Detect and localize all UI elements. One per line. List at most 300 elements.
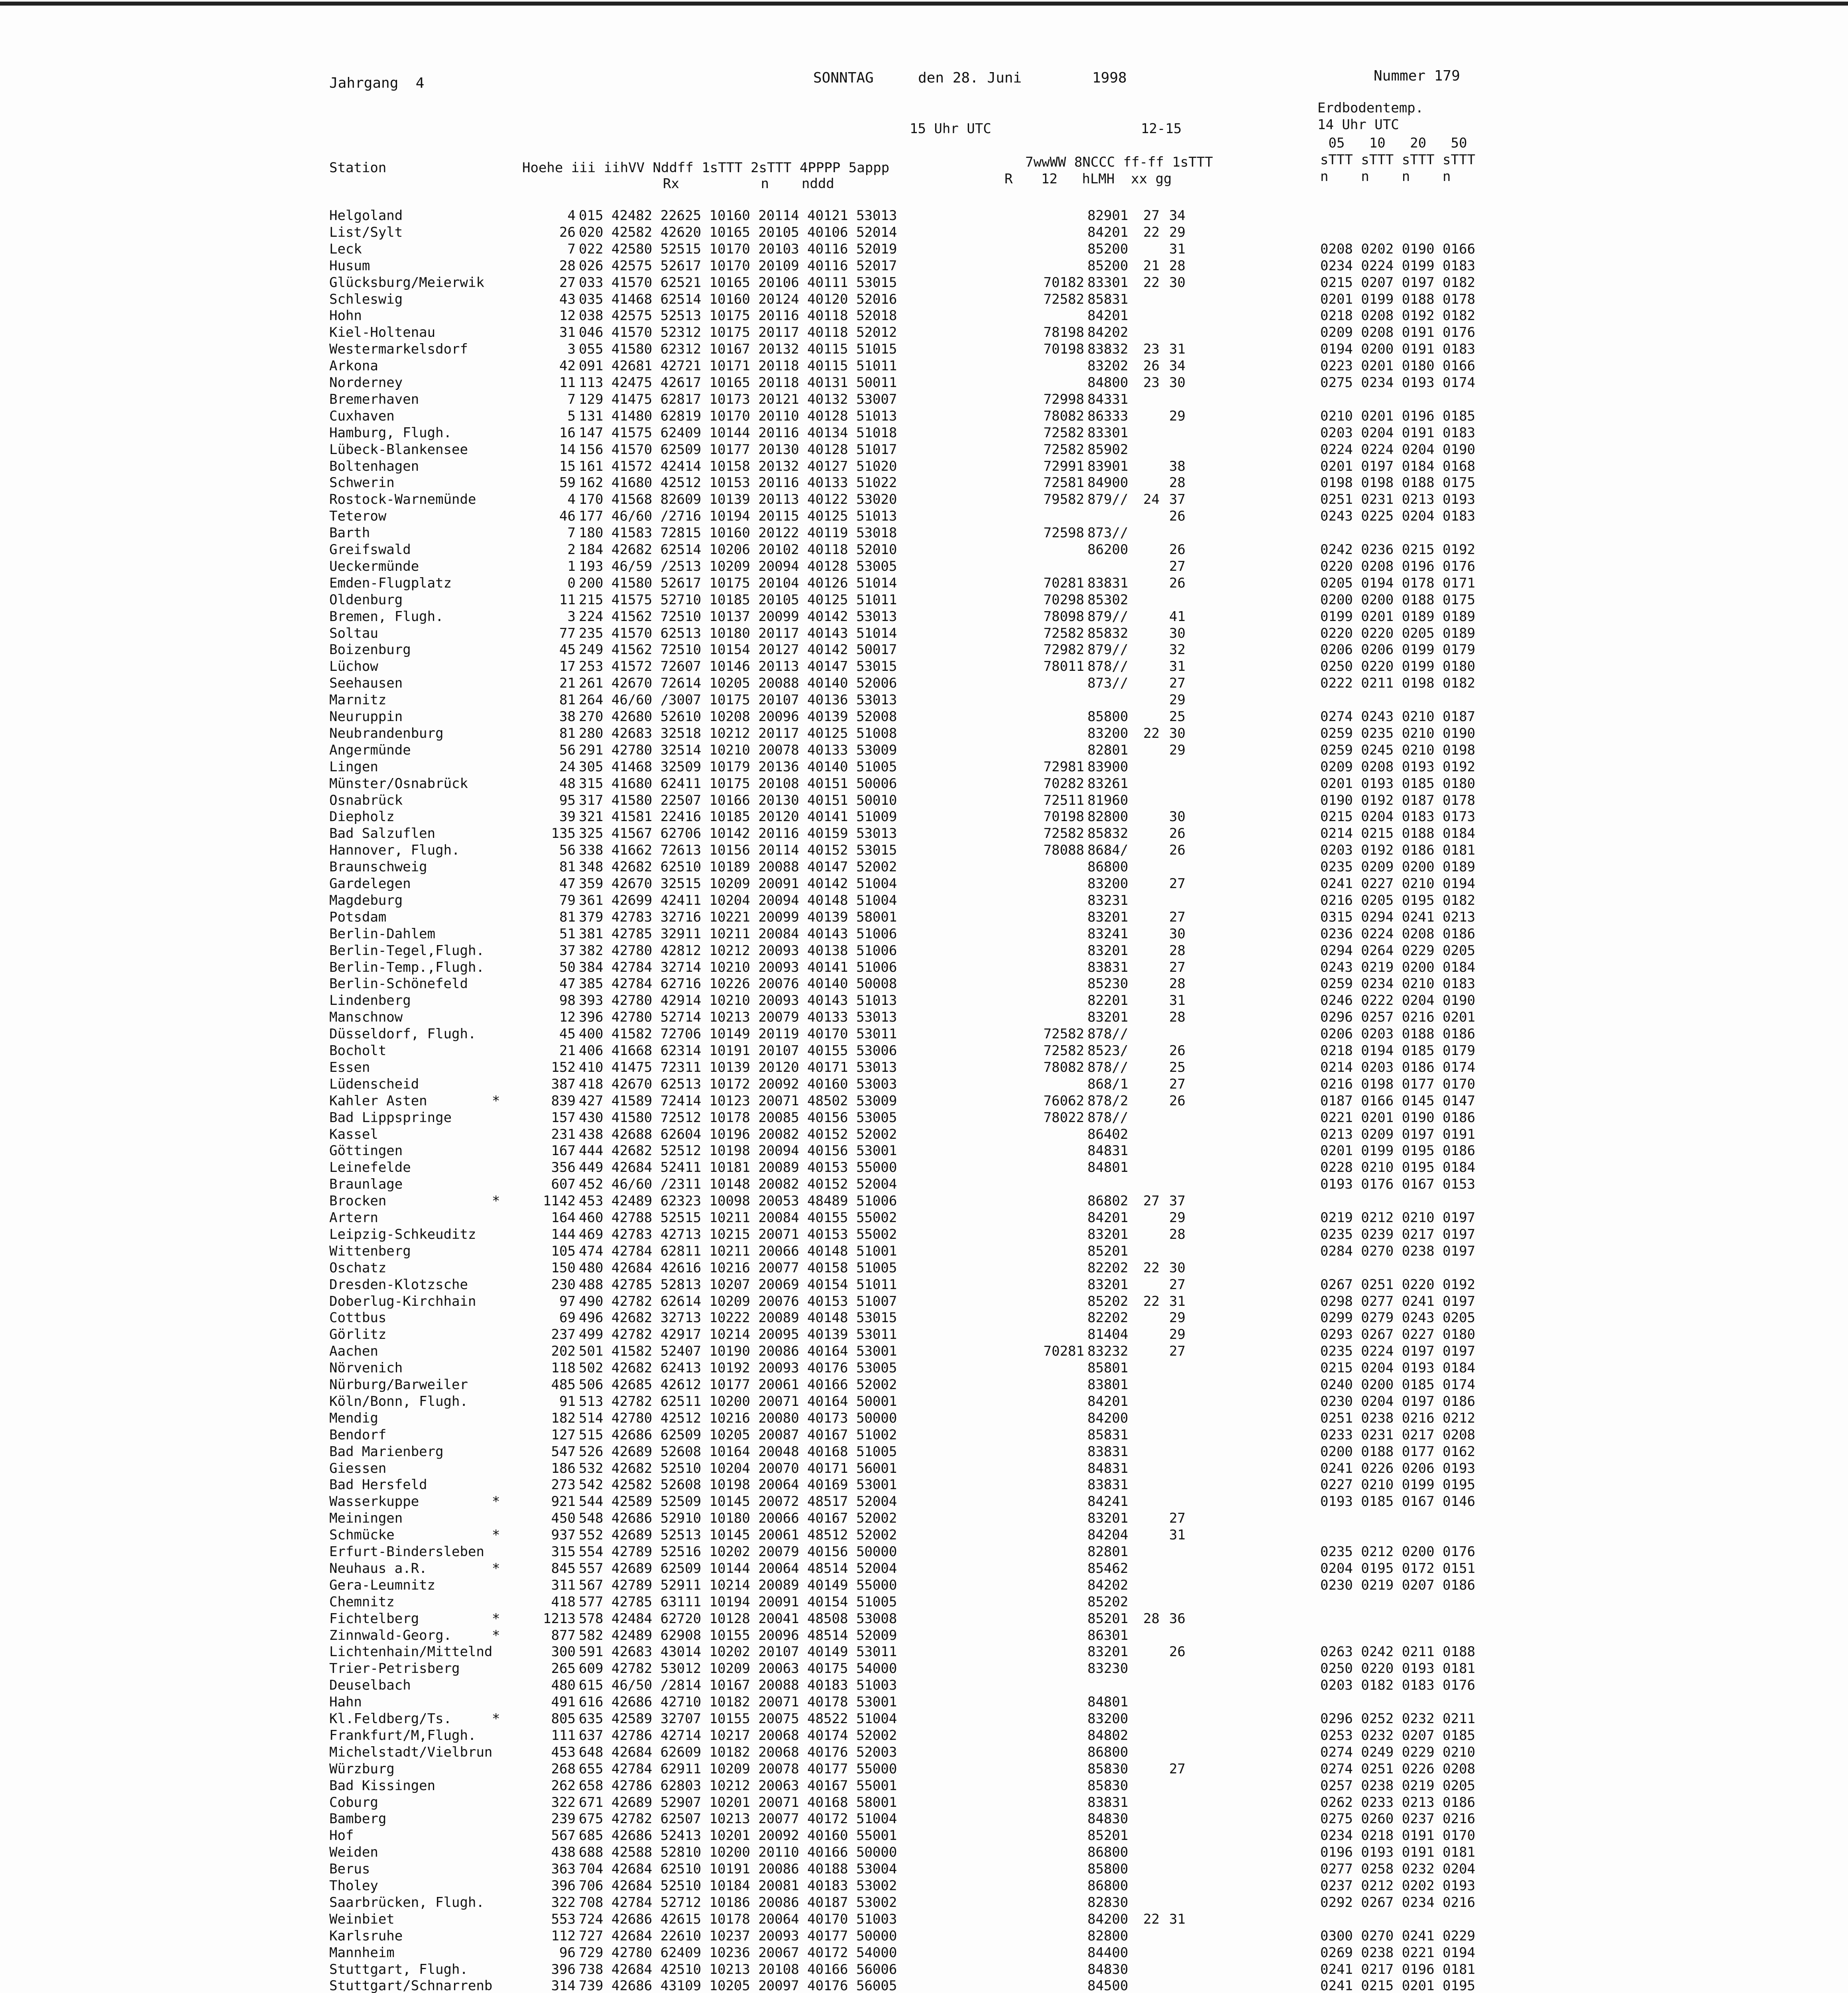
cloud-group: 85201	[1087, 1611, 1128, 1627]
synop-groups: 249 41562 72510 10154 20127 40142 50017	[579, 642, 897, 658]
station-height: 322	[551, 1895, 576, 1910]
weather-group: 72582	[1043, 625, 1084, 641]
cloud-group: 86333	[1087, 408, 1128, 424]
station-height: 1142	[543, 1193, 576, 1209]
station-name: Frankfurt/M,Flugh.	[329, 1728, 476, 1743]
station-height: 47	[559, 976, 576, 992]
station-height: 31	[559, 324, 576, 340]
soil-temperatures: 0259 0234 0210 0183	[1320, 976, 1475, 992]
mountain-marker: *	[492, 1711, 500, 1727]
synop-groups: 729 42780 62409 10236 20067 40172 54000	[579, 1945, 897, 1961]
soil-temperatures: 0219 0212 0210 0197	[1320, 1210, 1475, 1226]
station-name: Berlin-Temp.,Flugh.	[329, 959, 484, 975]
mountain-marker: *	[492, 1494, 500, 1509]
cloud-group: 86800	[1087, 1878, 1128, 1894]
top-border-line	[0, 2, 1848, 6]
weather-group: 70282	[1043, 776, 1084, 792]
station-name: Lüdenscheid	[329, 1076, 419, 1092]
station-name: Lüchow	[329, 658, 378, 674]
cloud-group: 83832	[1087, 341, 1128, 357]
synop-groups: 637 42786 42714 10217 20068 40174 52002	[579, 1728, 897, 1743]
soil-temperatures: 0277 0258 0232 0204	[1320, 1861, 1475, 1877]
station-name: Leipzig-Schkeuditz	[329, 1226, 476, 1242]
cloud-group: 878//	[1087, 658, 1128, 674]
synop-groups: 501 41582 52407 10190 20086 40164 53001	[579, 1343, 897, 1359]
station-height: 4	[567, 491, 576, 507]
station-name: Bocholt	[329, 1043, 387, 1059]
station-height: 150	[551, 1260, 576, 1276]
soil-n-header: n n n n	[1320, 169, 1451, 185]
gust-value: 29	[1169, 692, 1185, 708]
synop-groups: 474 42784 62811 10211 20066 40148 51001	[579, 1243, 897, 1259]
synop-groups: 026 42575 52617 10170 20109 40116 52017	[579, 258, 897, 274]
synop-groups: 033 41570 62521 10165 20106 40111 53015	[579, 275, 897, 291]
cloud-group: 86802	[1087, 1193, 1128, 1209]
station-height: 42	[559, 358, 576, 374]
soil-temperatures: 0275 0260 0237 0216	[1320, 1811, 1475, 1827]
synop-groups: 688 42588 52810 10200 20110 40166 50000	[579, 1844, 897, 1860]
station-name: Münster/Osnabrück	[329, 776, 468, 792]
cloud-group: 83230	[1087, 1661, 1128, 1677]
cloud-group: 85831	[1087, 291, 1128, 307]
station-height: 265	[551, 1661, 576, 1677]
date-label: den 28. Juni	[918, 70, 1022, 86]
gust-max: 22	[1143, 1260, 1160, 1276]
gust-value: 38	[1169, 458, 1185, 474]
cloud-group: 83201	[1087, 1277, 1128, 1293]
synop-groups: 305 41468 32509 10179 20136 40140 51005	[579, 759, 897, 775]
soil-temperatures: 0240 0200 0185 0174	[1320, 1377, 1475, 1393]
gust-value: 28	[1169, 1226, 1185, 1242]
synop-groups: 015 42482 22625 10160 20114 40121 53013	[579, 208, 897, 224]
soil-temperatures: 0204 0195 0172 0151	[1320, 1561, 1475, 1576]
station-name: Doberlug-Kirchhain	[329, 1293, 476, 1309]
station-height: 805	[551, 1711, 576, 1727]
synop-groups: 162 41680 42512 10153 20116 40133 51022	[579, 475, 897, 491]
synop-groups: 430 41580 72512 10178 20085 40156 53005	[579, 1110, 897, 1126]
station-name: Hohn	[329, 308, 362, 324]
station-height: 300	[551, 1644, 576, 1660]
gust-max: 21	[1143, 258, 1160, 274]
synop-groups: 567 42789 52911 10214 20089 40149 55000	[579, 1577, 897, 1593]
cloud-group: 86800	[1087, 859, 1128, 875]
cloud-group: 82800	[1087, 1928, 1128, 1944]
station-name: Fichtelberg	[329, 1611, 419, 1627]
station-name: Cottbus	[329, 1310, 387, 1326]
weather-group: 79582	[1043, 491, 1084, 507]
station-height: 315	[551, 1544, 576, 1560]
soil-temperatures: 0216 0205 0195 0182	[1320, 892, 1475, 908]
synop-groups: 542 42582 52608 10198 20064 40169 53001	[579, 1477, 897, 1493]
weather-group: 72582	[1043, 291, 1084, 307]
cloud-group: 82202	[1087, 1260, 1128, 1276]
cloud-group: 83831	[1087, 1477, 1128, 1493]
cloud-group: 84831	[1087, 1143, 1128, 1159]
weather-column-header: 7wwWW 8NCCC ff-ff 1sTTT	[1025, 154, 1213, 170]
station-height: 12	[559, 308, 576, 324]
station-height: 38	[559, 709, 576, 725]
cloud-group: 85200	[1087, 258, 1128, 274]
soil-temperatures: 0215 0204 0183 0173	[1320, 809, 1475, 825]
cloud-group: 85202	[1087, 1293, 1128, 1309]
weather-group: 72582	[1043, 425, 1084, 441]
soil-temperatures: 0236 0224 0208 0186	[1320, 926, 1475, 942]
station-height: 15	[559, 458, 576, 474]
station-name: Braunlage	[329, 1176, 403, 1192]
gust-max: 22	[1143, 1911, 1160, 1927]
synop-groups: 020 42582 42620 10165 20105 40106 52014	[579, 224, 897, 240]
station-height: 118	[551, 1360, 576, 1376]
station-name: Nörvenich	[329, 1360, 403, 1376]
cloud-group: 85462	[1087, 1561, 1128, 1576]
station-name: Weiden	[329, 1844, 378, 1860]
station-height: 607	[551, 1176, 576, 1192]
gust-value: 25	[1169, 709, 1185, 725]
station-height: 11	[559, 375, 576, 391]
gust-value: 31	[1169, 993, 1185, 1008]
station-height: 438	[551, 1844, 576, 1860]
station-height: 111	[551, 1728, 576, 1743]
station-height: 157	[551, 1110, 576, 1126]
station-name: Deuselbach	[329, 1677, 411, 1693]
station-height: 7	[567, 391, 576, 407]
gust-value: 27	[1169, 1343, 1185, 1359]
station-height: 2	[567, 542, 576, 558]
soil-temperatures: 0193 0185 0167 0146	[1320, 1494, 1475, 1509]
station-name: Kiel-Holtenau	[329, 324, 436, 340]
station-height: 96	[559, 1945, 576, 1961]
synop-groups: 338 41662 72613 10156 20114 40152 53015	[579, 842, 897, 858]
weather-group: 76062	[1043, 1093, 1084, 1109]
issue-number-label: Nummer 179	[1374, 68, 1460, 84]
station-height: 4	[567, 208, 576, 224]
cloud-group: 84200	[1087, 1911, 1128, 1927]
station-height: 237	[551, 1327, 576, 1342]
gust-value: 30	[1169, 625, 1185, 641]
gust-value: 28	[1169, 943, 1185, 959]
station-height: 27	[559, 275, 576, 291]
synop-groups: 385 42784 62716 10226 20076 40140 50008	[579, 976, 897, 992]
mountain-marker: *	[492, 1527, 500, 1543]
cloud-group: 85832	[1087, 625, 1128, 641]
cloud-group: 84900	[1087, 475, 1128, 491]
synop-groups: 161 41572 42414 10158 20132 40127 51020	[579, 458, 897, 474]
weather-group: 72981	[1043, 759, 1084, 775]
station-height: 46	[559, 508, 576, 524]
station-height: 356	[551, 1160, 576, 1175]
gust-value: 30	[1169, 725, 1185, 741]
station-name: Karlsruhe	[329, 1928, 403, 1944]
weekday-label: SONNTAG	[813, 70, 874, 86]
cloud-group: 86301	[1087, 1627, 1128, 1643]
synop-groups: 480 42684 42616 10216 20077 40158 51005	[579, 1260, 897, 1276]
station-name: Ueckermünde	[329, 558, 419, 574]
synop-groups: 490 42782 62614 10209 20076 40153 51007	[579, 1293, 897, 1309]
station-name: Tholey	[329, 1878, 378, 1894]
synop-groups: 359 42670 32515 10209 20091 40142 51004	[579, 876, 897, 892]
gust-value: 34	[1169, 208, 1185, 224]
cloud-group: 83201	[1087, 1226, 1128, 1242]
station-name: Kl.Feldberg/Ts.	[329, 1711, 452, 1727]
cloud-group: 83201	[1087, 1510, 1128, 1526]
gust-value: 26	[1169, 1093, 1185, 1109]
soil-temperatures: 0209 0208 0193 0192	[1320, 759, 1475, 775]
synop-groups: 502 42682 62413 10192 20093 40176 53005	[579, 1360, 897, 1376]
cloud-group: 83831	[1087, 959, 1128, 975]
cloud-group: 84200	[1087, 1410, 1128, 1426]
gust-max: 24	[1143, 491, 1160, 507]
station-height: 98	[559, 993, 576, 1008]
station-name: Hannover, Flugh.	[329, 842, 460, 858]
station-height: 69	[559, 1310, 576, 1326]
weather-group: 78022	[1043, 1110, 1084, 1126]
synop-groups: 224 41562 72510 10137 20099 40142 53013	[579, 609, 897, 625]
gust-value: 29	[1169, 1310, 1185, 1326]
synop-groups: 532 42682 52510 10204 20070 40171 56001	[579, 1460, 897, 1476]
soil-temperatures: 0201 0193 0185 0180	[1320, 776, 1475, 792]
station-height: 135	[551, 826, 576, 841]
cloud-group: 85801	[1087, 1360, 1128, 1376]
cloud-group: 82202	[1087, 1310, 1128, 1326]
station-height: 12	[559, 1009, 576, 1025]
gust-value: 30	[1169, 926, 1185, 942]
station-name: Würzburg	[329, 1761, 395, 1777]
station-name: Bad Lippspringe	[329, 1110, 452, 1126]
cloud-group: 873//	[1087, 675, 1128, 691]
station-name: Lindenberg	[329, 993, 411, 1008]
station-height: 396	[551, 1962, 576, 1977]
synop-groups: 427 41589 72414 10123 20071 48502 53009	[579, 1093, 897, 1109]
cloud-group: 83201	[1087, 909, 1128, 925]
cloud-group: 85302	[1087, 592, 1128, 608]
station-height: 418	[551, 1594, 576, 1610]
synop-groups: 379 42783 32716 10221 20099 40139 58001	[579, 909, 897, 925]
station-height: 186	[551, 1460, 576, 1476]
cloud-group: 84201	[1087, 308, 1128, 324]
synop-groups: 453 42489 62323 10098 20053 48489 51006	[579, 1193, 897, 1209]
synop-groups: 706 42684 52510 10184 20081 40183 53002	[579, 1878, 897, 1894]
synop-groups: 046 41570 52312 10175 20117 40118 52012	[579, 324, 897, 340]
cloud-group: 82801	[1087, 1544, 1128, 1560]
gust-value: 28	[1169, 258, 1185, 274]
soil-temperature-time: 14 Uhr UTC	[1317, 117, 1399, 133]
gust-value: 27	[1169, 1076, 1185, 1092]
station-height: 91	[559, 1394, 576, 1409]
station-name: Berus	[329, 1861, 370, 1877]
station-height: 21	[559, 675, 576, 691]
cloud-group: 83301	[1087, 275, 1128, 291]
cloud-group: 85200	[1087, 241, 1128, 257]
soil-temperatures: 0243 0219 0200 0184	[1320, 959, 1475, 975]
station-name: Barth	[329, 525, 370, 541]
station-height: 39	[559, 809, 576, 825]
station-name: Bad Salzuflen	[329, 826, 436, 841]
station-name: Seehausen	[329, 675, 403, 691]
station-height: 1	[567, 558, 576, 574]
synop-groups: 449 42684 52411 10181 20089 40153 55000	[579, 1160, 897, 1175]
station-name: Manschnow	[329, 1009, 403, 1025]
gust-value: 25	[1169, 1059, 1185, 1075]
soil-temperatures: 0275 0234 0193 0174	[1320, 375, 1475, 391]
soil-temperatures: 0220 0208 0196 0176	[1320, 558, 1475, 574]
gust-value: 26	[1169, 826, 1185, 841]
soil-temperatures: 0237 0212 0202 0193	[1320, 1878, 1475, 1894]
soil-temperatures: 0250 0220 0193 0181	[1320, 1661, 1475, 1677]
soil-temperatures: 0241 0215 0201 0195	[1320, 1978, 1475, 1993]
station-name: Berlin-Schönefeld	[329, 976, 468, 992]
station-name: Bremerhaven	[329, 391, 419, 407]
soil-temperatures: 0233 0231 0217 0208	[1320, 1427, 1475, 1443]
cloud-group: 879//	[1087, 642, 1128, 658]
synop-groups: 496 42682 32713 10222 20089 40148 53015	[579, 1310, 897, 1326]
gust-value: 26	[1169, 1043, 1185, 1059]
soil-temperatures: 0234 0224 0199 0183	[1320, 258, 1475, 274]
weather-group: 72582	[1043, 826, 1084, 841]
station-name: Potsdam	[329, 909, 387, 925]
synop-groups: 418 42670 62513 10172 20092 40160 53003	[579, 1076, 897, 1092]
station-height: 97	[559, 1293, 576, 1309]
synop-groups: 708 42784 52712 10186 20086 40187 53002	[579, 1895, 897, 1910]
gust-value: 34	[1169, 358, 1185, 374]
synop-groups: 280 42683 32518 10212 20117 40125 51008	[579, 725, 897, 741]
gust-max: 22	[1143, 1293, 1160, 1309]
synop-groups: 499 42782 42917 10214 20095 40139 53011	[579, 1327, 897, 1342]
gust-value: 26	[1169, 508, 1185, 524]
cloud-group: 84331	[1087, 391, 1128, 407]
synop-groups: 200 41580 52617 10175 20104 40126 51014	[579, 575, 897, 591]
soil-temperatures: 0292 0267 0234 0216	[1320, 1895, 1475, 1910]
soil-temperatures: 0259 0245 0210 0198	[1320, 742, 1475, 758]
cloud-group: 82830	[1087, 1895, 1128, 1910]
cloud-group: 83301	[1087, 425, 1128, 441]
station-height: 314	[551, 1978, 576, 1993]
station-name: Görlitz	[329, 1327, 387, 1342]
cloud-group: 84204	[1087, 1527, 1128, 1543]
cloud-group: 83201	[1087, 943, 1128, 959]
soil-temperatures: 0187 0166 0145 0147	[1320, 1093, 1475, 1109]
station-name: Emden-Flugplatz	[329, 575, 452, 591]
cloud-group: 84201	[1087, 224, 1128, 240]
station-height: 491	[551, 1694, 576, 1710]
cloud-group: 82800	[1087, 809, 1128, 825]
gust-value: 30	[1169, 809, 1185, 825]
station-name: Norderney	[329, 375, 403, 391]
synop-groups: 406 41668 62314 10191 20107 40155 53006	[579, 1043, 897, 1059]
soil-temperatures: 0200 0200 0188 0175	[1320, 592, 1475, 608]
gust-max: 26	[1143, 358, 1160, 374]
station-height: 845	[551, 1561, 576, 1576]
weather-group: 70298	[1043, 592, 1084, 608]
station-height: 95	[559, 792, 576, 808]
synop-groups: 609 42782 53012 10209 20063 40175 54000	[579, 1661, 897, 1677]
synop-groups: 671 42689 52907 10201 20071 40168 58001	[579, 1794, 897, 1810]
soil-temperatures: 0214 0215 0188 0184	[1320, 826, 1475, 841]
soil-temperatures: 0263 0242 0211 0188	[1320, 1644, 1475, 1660]
synop-groups: 739 42686 43109 10205 20097 40176 56005	[579, 1978, 897, 1993]
synop-groups: 685 42686 52413 10201 20092 40160 55001	[579, 1828, 897, 1844]
station-height: 567	[551, 1828, 576, 1844]
cloud-group: 83200	[1087, 876, 1128, 892]
soil-temperatures: 0241 0226 0206 0193	[1320, 1460, 1475, 1476]
station-height: 273	[551, 1477, 576, 1493]
weather-group: 78088	[1043, 842, 1084, 858]
soil-temperatures: 0216 0198 0177 0170	[1320, 1076, 1475, 1092]
soil-temperatures: 0201 0199 0188 0178	[1320, 291, 1475, 307]
weather-group: 70281	[1043, 575, 1084, 591]
station-name: Bad Hersfeld	[329, 1477, 427, 1493]
station-name: Neuruppin	[329, 709, 403, 725]
synop-groups: 655 42784 62911 10209 20078 40177 55000	[579, 1761, 897, 1777]
soil-temperatures: 0274 0243 0210 0187	[1320, 709, 1475, 725]
station-height: 81	[559, 692, 576, 708]
soil-temperatures: 0213 0209 0197 0191	[1320, 1126, 1475, 1142]
synop-groups: 215 41575 52710 10185 20105 40125 51011	[579, 592, 897, 608]
station-height: 127	[551, 1427, 576, 1443]
cloud-group: 84202	[1087, 1577, 1128, 1593]
station-height: 262	[551, 1778, 576, 1794]
gust-value: 29	[1169, 408, 1185, 424]
gust-value: 30	[1169, 375, 1185, 391]
station-height: 239	[551, 1811, 576, 1827]
station-name: Hof	[329, 1828, 354, 1844]
station-name: Bremen, Flugh.	[329, 609, 444, 625]
soil-temperatures: 0206 0203 0188 0186	[1320, 1026, 1475, 1042]
synop-groups: 554 42789 52516 10202 20079 40156 50000	[579, 1544, 897, 1560]
synop-groups: 635 42589 32707 10155 20075 48522 51004	[579, 1711, 897, 1727]
gust-value: 26	[1169, 1644, 1185, 1660]
synop-groups: 184 42682 62514 10206 20102 40118 52010	[579, 542, 897, 558]
soil-temperatures: 0235 0239 0217 0197	[1320, 1226, 1475, 1242]
cloud-group: 84800	[1087, 375, 1128, 391]
soil-temperatures: 0251 0231 0213 0193	[1320, 491, 1475, 507]
soil-temperatures: 0203 0192 0186 0181	[1320, 842, 1475, 858]
synop-groups: 648 42684 62609 10182 20068 40176 52003	[579, 1744, 897, 1760]
station-height: 81	[559, 909, 576, 925]
station-name: Cuxhaven	[329, 408, 395, 424]
gust-value: 29	[1169, 742, 1185, 758]
soil-temperatures: 0294 0264 0229 0205	[1320, 943, 1475, 959]
gust-value: 31	[1169, 658, 1185, 674]
station-name: Chemnitz	[329, 1594, 395, 1610]
station-height: 81	[559, 725, 576, 741]
synop-groups: 526 42689 52608 10164 20048 40168 51005	[579, 1444, 897, 1460]
synop-groups: 348 42682 62510 10189 20088 40147 52002	[579, 859, 897, 875]
station-name: Osnabrück	[329, 792, 403, 808]
station-height: 28	[559, 258, 576, 274]
cloud-group: 86200	[1087, 542, 1128, 558]
gust-value: 27	[1169, 558, 1185, 574]
synop-column-subheader: Rx n nddd	[663, 176, 834, 192]
cloud-group: 83201	[1087, 1009, 1128, 1025]
synop-groups: 035 41468 62514 10160 20124 40120 52016	[579, 291, 897, 307]
station-height: 921	[551, 1494, 576, 1509]
synop-groups: 291 42780 32514 10210 20078 40133 53009	[579, 742, 897, 758]
gust-value: 31	[1169, 1293, 1185, 1309]
station-name: Giessen	[329, 1460, 387, 1476]
cloud-group: 83201	[1087, 1644, 1128, 1660]
cloud-group: 879//	[1087, 491, 1128, 507]
gust-value: 27	[1169, 1510, 1185, 1526]
synop-groups: 261 42670 72614 10205 20088 40140 52006	[579, 675, 897, 691]
gust-value: 29	[1169, 224, 1185, 240]
station-height: 485	[551, 1377, 576, 1393]
gust-max: 23	[1143, 341, 1160, 357]
cloud-group: 85832	[1087, 826, 1128, 841]
soil-temperatures: 0300 0270 0241 0229	[1320, 1928, 1475, 1944]
period-label: 12-15	[1141, 121, 1182, 137]
weather-group: 78082	[1043, 408, 1084, 424]
station-height: 11	[559, 592, 576, 608]
